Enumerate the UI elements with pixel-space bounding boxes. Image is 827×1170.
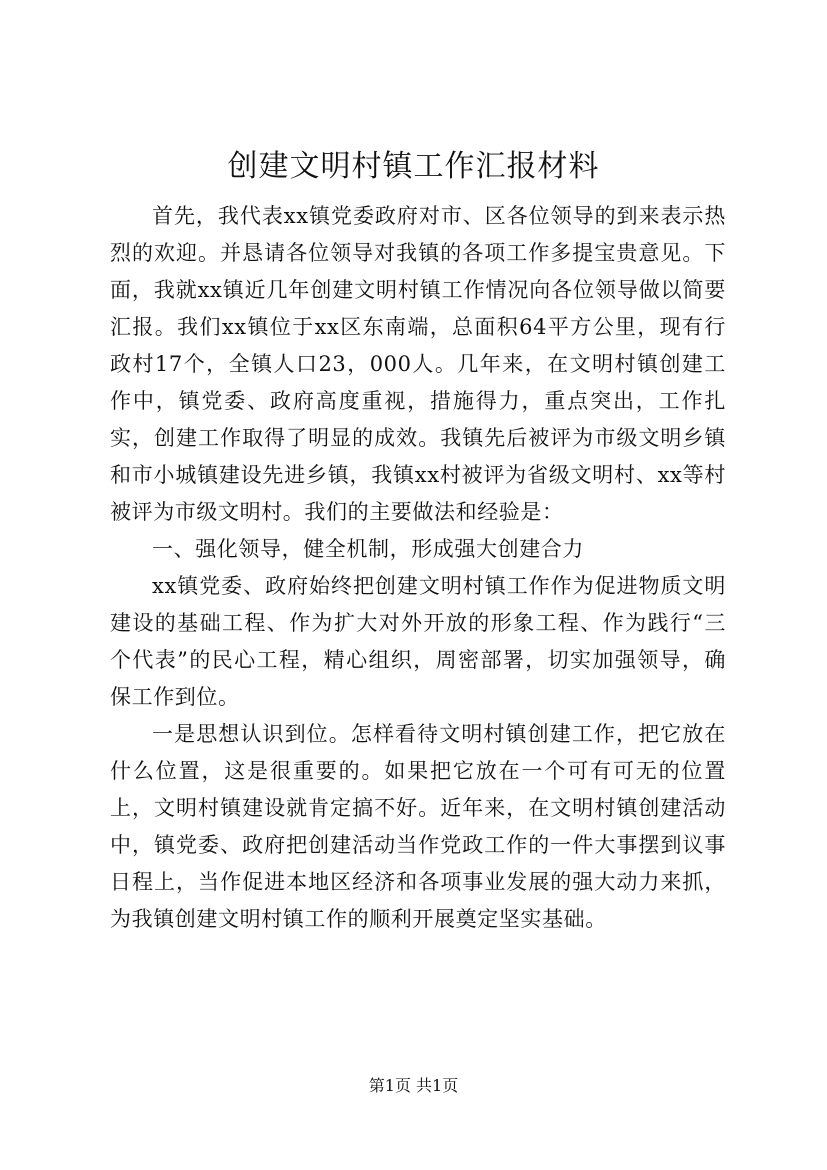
document-body <box>110 198 726 938</box>
page-footer: 第1页 共1页 <box>368 1076 459 1095</box>
section-heading-1: 一、强化领导，健全机制，形成强大创建合力 <box>152 537 584 561</box>
document-title: 创建文明村镇工作汇报材料 <box>227 149 600 184</box>
paragraph-awareness: 一是思想认识到位。怎样看待文明村镇创建工作，把它放在什么位置，这是很重要的。如果把它放在一个可有可无的位置上，文明村镇建设就肯定搞不好。近年来，在文明村镇创建活动中，镇党委、政府把创建活动当作党政工作的一件大事摆到议事日程上，当作促进本地区经济和各项事业发展的强大动力来抓，为我镇创建文明村镇工作的顺利开展奠定坚实基础。 <box>110 722 726 931</box>
paragraph-leadership: xx镇党委、政府始终把创建文明村镇工作作为促进物质文明建设的基础工程、作为扩大对外开放的形象工程、作为践行“三个代表”的民心工程，精心组织，周密部署，切实加强领导，确保工作到位。 <box>110 574 726 709</box>
paragraph-intro: 首先，我代表xx镇党委政府对市、区各位领导的到来表示热烈的欢迎。并恳请各位领导对我镇的各项工作多提宝贵意见。下面，我就xx镇近几年创建文明村镇工作情况向各位领导做以简要汇报。我们xx镇位于xx区东南端，总面积64平方公里，现有行政村17个，全镇人口23，000人。几年来，在文明村镇创建工作中，镇党委、政府高度重视，措施得力，重点突出，工作扎实，创建工作取得了明显的成效。我镇先后被评为市级文明乡镇和市小城镇建设先进乡镇，我镇xx村被评为省级文明村、xx等村被评为市级文明村。我们的主要做法和经验是： <box>110 204 726 524</box>
